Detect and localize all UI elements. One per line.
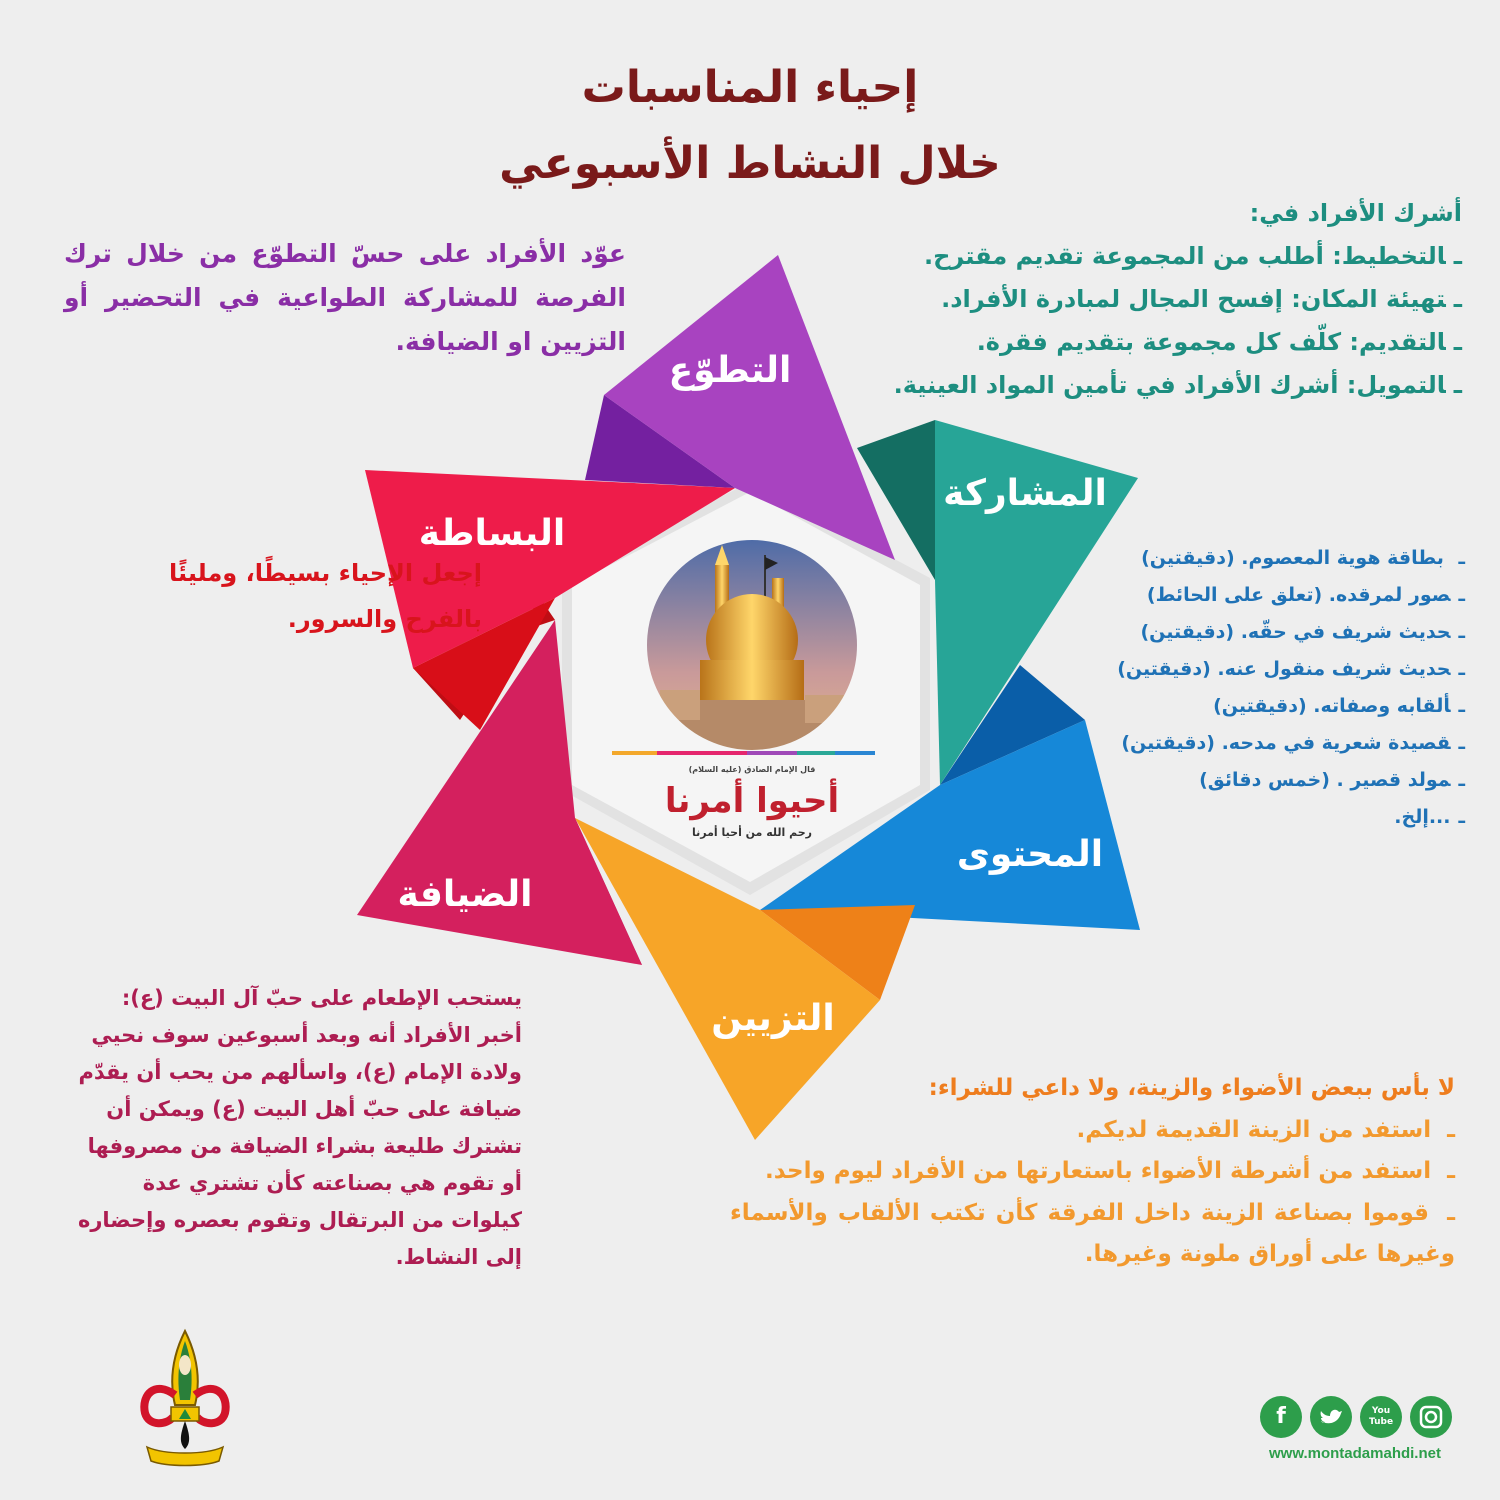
content-item: ـحديث شريف منقول عنه. (دقيقتين) [1117, 658, 1465, 680]
decoration-item: ـ استفد من أشرطة الأضواء باستعارتها من الأفراد ليوم واحد. [764, 1158, 1455, 1184]
hospitality-line: ضيافة على حبّ أهل البيت (ع) ويمكن أن [106, 1097, 522, 1121]
hospitality-line: أو تقوم هي بصناعته كأن تشتري عدة [142, 1171, 522, 1195]
calligraphy-small-bottom: رحم الله من أحيا أمرنا [692, 826, 812, 839]
content-item: ـألقابه وصفاته. (دقيقتين) [1213, 695, 1465, 717]
color-bar-pink [657, 751, 747, 755]
hospitality-line: ولادة الإمام (ع)، واسألهم من يحب أن يقدّم [78, 1060, 522, 1084]
youtube-icon[interactable]: You Tube [1360, 1396, 1402, 1438]
color-bar-purple [747, 751, 797, 755]
twitter-icon[interactable] [1310, 1396, 1352, 1438]
hospitality-line: إلى النشاط. [395, 1245, 522, 1269]
label-decoration: التزيين [711, 998, 835, 1039]
page-title: إحياء المناسبات [581, 62, 919, 113]
label-simplicity: البساطة [418, 513, 566, 554]
calligraphy-main: أحيوا أمرنا [664, 781, 840, 821]
participation-item: ـالتخطيط: أطلب من المجموعة تقديم مقترح. [923, 242, 1462, 270]
hospitality-text [62, 980, 522, 1276]
scout-logo [135, 1325, 235, 1475]
hospitality-line: تشترك طليعة بشراء الضيافة من مصروفها [87, 1134, 522, 1158]
content-item: ـ...إلخ. [1394, 806, 1465, 828]
content-item: ـحديث شريف في حقّه. (دقيقتين) [1140, 621, 1465, 643]
label-content: المحتوى [956, 834, 1104, 875]
decoration-text [730, 1068, 1455, 1276]
participation-heading: أشرك الأفراد في: [1249, 199, 1462, 227]
facebook-icon[interactable]: f [1260, 1396, 1302, 1438]
decoration-heading: لا بأس ببعض الأضواء والزينة، ولا داعي للشراء: [928, 1075, 1455, 1101]
participation-text [893, 192, 1462, 407]
hospitality-line: أخبر الأفراد أنه وبعد أسبوعين سوف نحيي [91, 1023, 522, 1047]
simplicity-text [169, 550, 482, 642]
decoration-item: ـ قوموا بصناعة الزينة داخل الفرقة كأن تكتب الألقاب والأسماء وغيرها على أوراق ملونة وغيرها. [730, 1199, 1455, 1267]
label-participation: المشاركة [943, 473, 1107, 514]
simplicity-line: إجعل الإحياء بسيطًا، ومليئًا [169, 559, 482, 587]
twitter-bird-shape [1310, 1396, 1352, 1438]
simplicity-line: بالفرح والسرور. [287, 605, 482, 633]
website-link[interactable]: www.montadamahdi.net [1269, 1445, 1441, 1462]
participation-item: ـتهيئة المكان: إفسح المجال لمبادرة الأفراد. [941, 285, 1462, 313]
content-item: ـ بطاقة هوية المعصوم. (دقيقتين) [1141, 547, 1465, 569]
page-subtitle: خلال النشاط الأسبوعي [499, 138, 1001, 189]
participation-item: ـالتمويل: أشرك الأفراد في تأمين المواد العينية. [893, 371, 1462, 399]
participation-item: ـالتقديم: كلّف كل مجموعة بتقديم فقرة. [976, 328, 1462, 356]
content-item: ـقصيدة شعرية في مدحه. (دقيقتين) [1121, 732, 1465, 754]
instagram-camera-shape [1410, 1396, 1452, 1438]
volunteer-text: عوّد الأفراد على حسّ التطوّع من خلال ترك الفرصة للمشاركة الطواعية في التحضير أو التزيين او الضيافة. [64, 239, 626, 356]
color-bar-blue [835, 751, 875, 755]
label-volunteer: التطوّع [668, 350, 792, 391]
color-bar-yellow [612, 751, 657, 755]
content-list [1080, 540, 1465, 836]
hospitality-line: كيلوات من البرتقال وتقوم بعصره وإحضاره [77, 1208, 522, 1232]
calligraphy-small-top: قال الإمام الصادق (عليه السلام) [688, 765, 816, 774]
label-hospitality: الضيافة [397, 874, 533, 915]
content-item: ـمولد قصير . (خمس دقائق) [1199, 769, 1465, 791]
content-item: ـصور لمرقده. (تعلق على الحائط) [1146, 584, 1465, 606]
decoration-item: ـ استفد من الزينة القديمة لديكم. [1076, 1116, 1455, 1143]
hospitality-line: يستحب الإطعام على حبّ آل البيت (ع): [121, 986, 522, 1010]
color-bar-teal [797, 751, 835, 755]
instagram-icon[interactable] [1410, 1396, 1452, 1438]
